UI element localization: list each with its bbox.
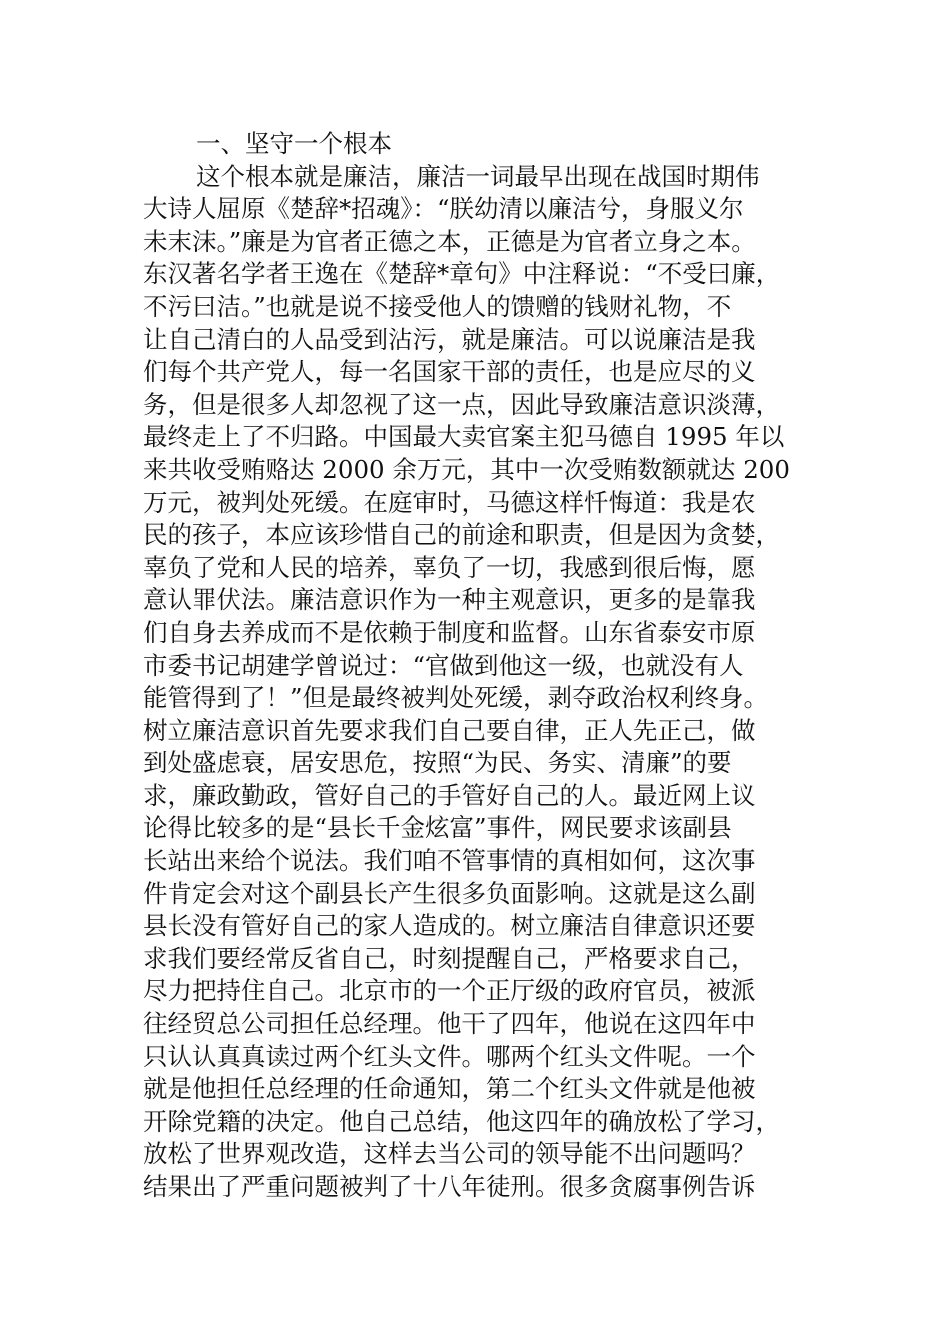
paragraph-line: 们自身去养成而不是依赖于制度和监督。山东省泰安市原 xyxy=(143,617,756,647)
paragraph-line: 最终走上了不归路。中国最大卖官案主犯马德自 1995 年以 xyxy=(143,422,785,452)
paragraph-line: 往经贸总公司担任总经理。他干了四年，他说在这四年中 xyxy=(143,1009,756,1039)
paragraph-line: 就是他担任总经理的任命通知，第二个红头文件就是他被 xyxy=(143,1074,756,1104)
paragraph-line: 务，但是很多人却忽视了这一点，因此导致廉洁意识淡薄， xyxy=(143,389,780,419)
paragraph-line: 让自己清白的人品受到沾污，就是廉洁。可以说廉洁是我 xyxy=(143,324,756,354)
paragraph-line: 市委书记胡建学曾说过：“官做到他这一级，也就没有人 xyxy=(143,650,744,680)
paragraph-line: 东汉著名学者王逸在《楚辞*章句》中注释说：“不受曰廉， xyxy=(143,259,781,289)
paragraph-line: 们每个共产党人，每一名国家干部的责任，也是应尽的义 xyxy=(143,357,756,387)
paragraph-line: 到处盛虑衰，居安思危，按照“为民、务实、清廉”的要 xyxy=(143,748,732,778)
paragraph-line: 件肯定会对这个副县长产生很多负面影响。这就是这么副 xyxy=(143,878,756,908)
paragraph-line: 只认认真真读过两个红头文件。哪两个红头文件呢。一个 xyxy=(143,1041,756,1071)
paragraph-line: 求，廉政勤政，管好自己的手管好自己的人。最近网上议 xyxy=(143,780,756,810)
paragraph-line: 放松了世界观改造，这样去当公司的领导能不出问题吗？ xyxy=(143,1139,756,1169)
paragraph-line: 这个根本就是廉洁，廉洁一词最早出现在战国时期伟 xyxy=(196,161,760,191)
paragraph-line: 辜负了党和人民的培养，辜负了一切，我感到很后悔，愿 xyxy=(143,552,756,582)
paragraph-line: 长站出来给个说法。我们咱不管事情的真相如何，这次事 xyxy=(143,846,756,876)
paragraph-line: 县长没有管好自己的家人造成的。树立廉洁自律意识还要 xyxy=(143,911,756,941)
paragraph-line: 不污曰洁。”也就是说不接受他人的馈赠的钱财礼物，不 xyxy=(143,291,732,321)
paragraph-line: 万元，被判处死缓。在庭审时，马德这样忏悔道：我是农 xyxy=(143,487,756,517)
paragraph-line: 未末沫。”廉是为官者正德之本，正德是为官者立身之本。 xyxy=(143,226,756,256)
paragraph-line: 尽力把持住自己。北京市的一个正厅级的政府官员，被派 xyxy=(143,976,756,1006)
paragraph-line: 论得比较多的是“县长千金炫富”事件，网民要求该副县 xyxy=(143,813,732,843)
section-heading: 一、坚守一个根本 xyxy=(196,129,392,158)
paragraph-line: 大诗人屈原《楚辞*招魂》：“朕幼清以廉洁兮，身服义尔 xyxy=(143,194,744,224)
paragraph-line: 结果出了严重问题被判了十八年徒刑。很多贪腐事例告诉 xyxy=(143,1172,756,1201)
paragraph-line: 民的孩子，本应该珍惜自己的前途和职责，但是因为贪婪， xyxy=(143,520,780,550)
paragraph-line: 求我们要经常反省自己，时刻提醒自己，严格要求自己， xyxy=(143,943,756,973)
paragraph-line: 意认罪伏法。廉洁意识作为一种主观意识，更多的是靠我 xyxy=(143,585,756,615)
document-body xyxy=(143,128,793,1204)
paragraph-line: 树立廉洁意识首先要求我们自己要自律，正人先正己，做 xyxy=(143,715,756,745)
paragraph-line: 来共收受贿赂达 2000 余万元，其中一次受贿数额就达 200 xyxy=(143,454,790,484)
paragraph-line: 能管得到了！”但是最终被判处死缓，剥夺政治权利终身。 xyxy=(143,683,769,713)
paragraph-line: 开除党籍的决定。他自己总结，他这四年的确放松了学习， xyxy=(143,1106,780,1136)
